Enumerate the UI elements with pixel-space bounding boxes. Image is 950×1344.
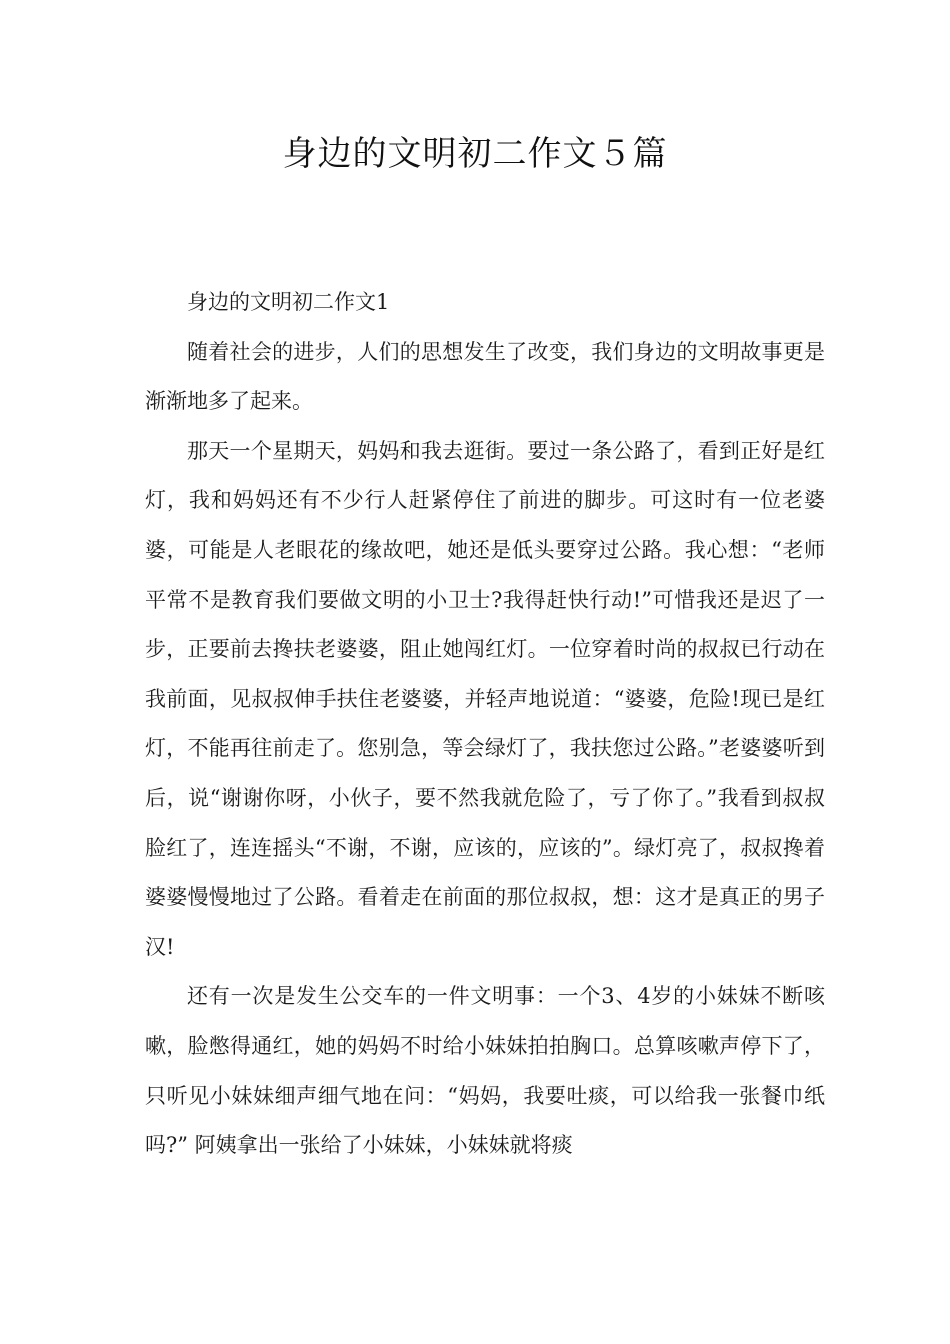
document-body — [145, 278, 825, 1171]
paragraph: 那天一个星期天，妈妈和我去逛街。要过一条公路了，看到正好是红灯，我和妈妈还有不少行人赶紧停住了前进的脚步。可这时有一位老婆婆，可能是人老眼花的缘故吧，她还是低头要穿过公路。我心想：“老师平常不是教育我们要做文明的小卫士?我得赶快行动!”可惜我还是迟了一步，正要前去搀扶老婆婆，阻止她闯红灯。一位穿着时尚的叔叔已行动在我前面，见叔叔伸手扶住老婆婆，并轻声地说道：“婆婆，危险!现已是红灯，不能再往前走了。您别急，等会绿灯了，我扶您过公路。”老婆婆听到后，说“谢谢你呀，小伙子，要不然我就危险了，亏了你了。”我看到叔叔脸红了，连连摇头“不谢，不谢，应该的，应该的”。绿灯亮了，叔叔搀着婆婆慢慢地过了公路。看着走在前面的那位叔叔，想：这才是真正的男子汉! — [145, 438, 825, 959]
section-heading: 身边的文明初二作文1 — [187, 290, 390, 314]
paragraph: 还有一次是发生公交车的一件文明事：一个3、4岁的小妹妹不断咳嗽，脸憋得通红，她的妈妈不时给小妹妹拍拍胸口。总算咳嗽声停下了，只听见小妹妹细声细气地在问：“妈妈，我要吐痰，可以给我一张餐巾纸吗?” 阿姨拿出一张给了小妹妹，小妹妹就将痰 — [145, 984, 825, 1158]
paragraph: 随着社会的进步，人们的思想发生了改变，我们身边的文明故事更是渐渐地多了起来。 — [145, 339, 825, 414]
document-title: 身边的文明初二作文５篇 — [282, 134, 668, 174]
